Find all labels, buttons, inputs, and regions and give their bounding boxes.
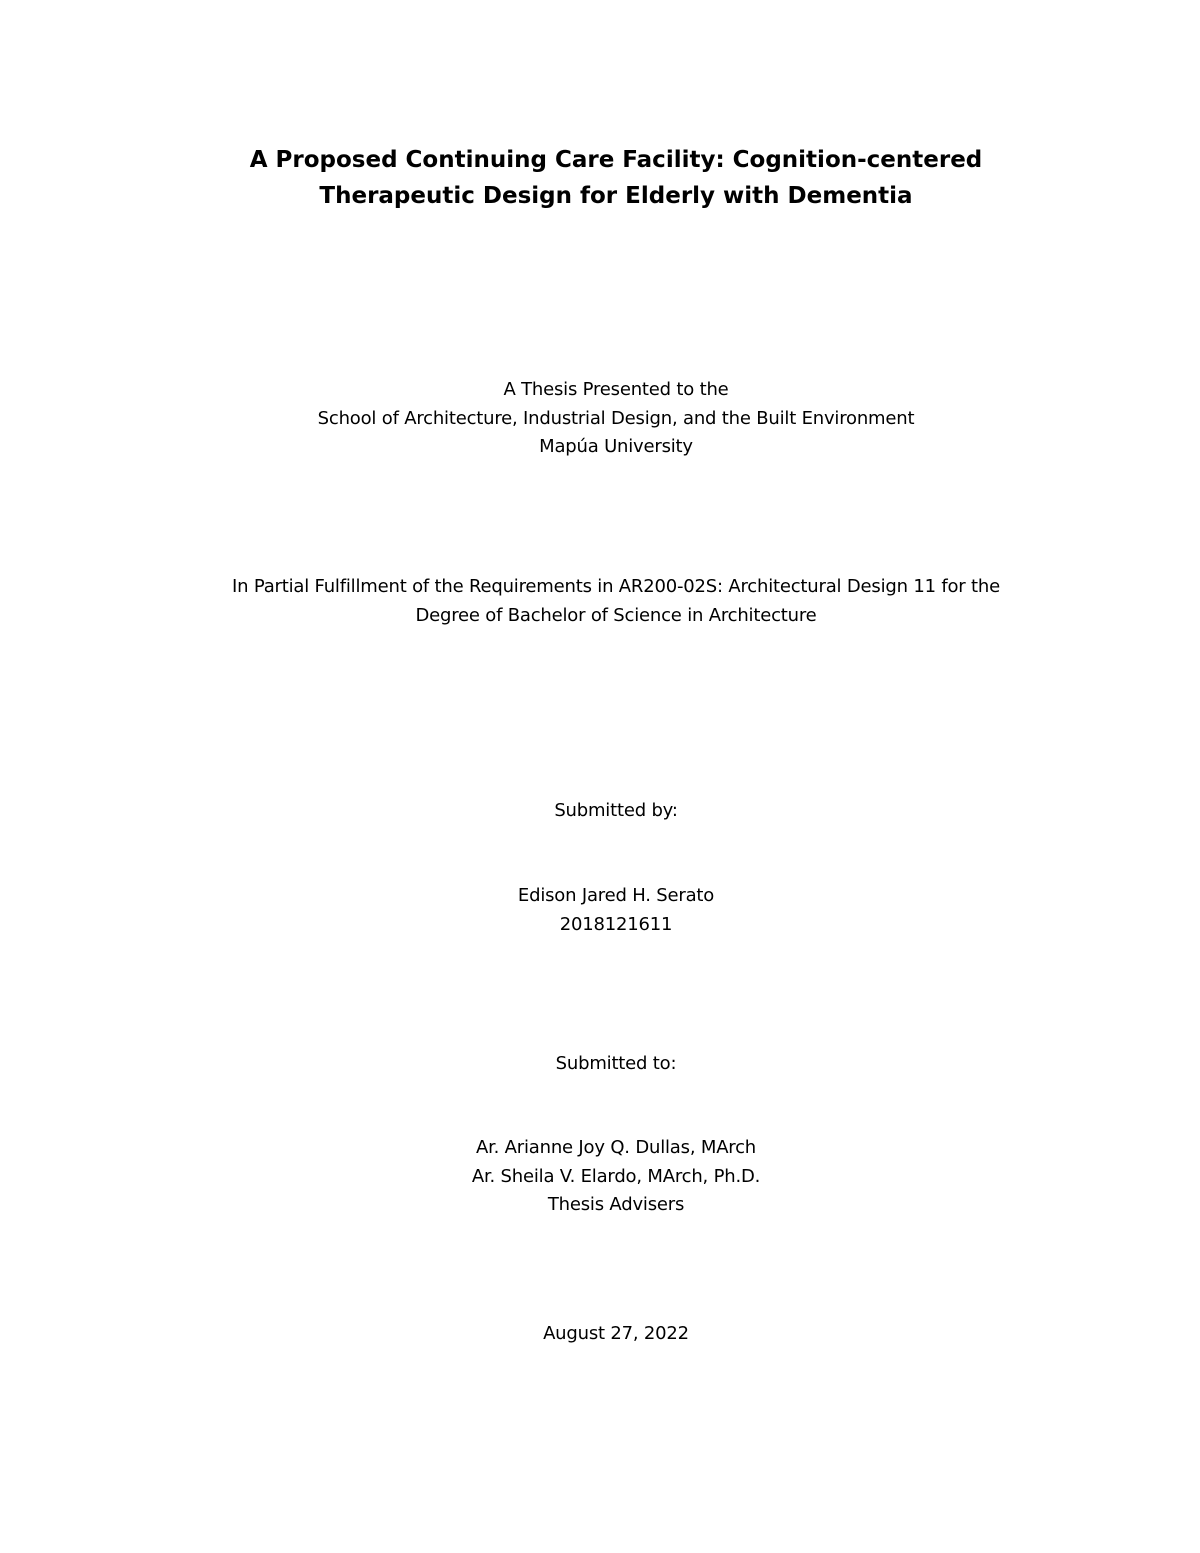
student-number: 2018121611 <box>559 913 673 935</box>
adviser-1: Ar. Arianne Joy Q. Dullas, MArch <box>475 1137 757 1158</box>
submitted-to-text: Submitted to: <box>555 1053 677 1074</box>
advisers-info <box>0 1134 1200 1220</box>
thesis-title <box>0 142 1200 214</box>
author-name: Edison Jared H. Serato <box>517 885 715 906</box>
school-name: School of Architecture, Industrial Design, and the Built Environment <box>317 407 915 429</box>
adviser-2: Ar. Sheila V. Elardo, MArch, Ph.D. <box>471 1165 761 1187</box>
date-text: August 27, 2022 <box>543 1323 689 1344</box>
presentation-statement <box>0 376 1200 462</box>
fulfillment-line-2: Degree of Bachelor of Science in Architecture <box>415 604 817 626</box>
fulfillment-line-1: In Partial Fulfillment of the Requirements in AR200-02S: Architectural Design 11 for the <box>232 576 1000 597</box>
thesis-title-line-1: A Proposed Continuing Care Facility: Cognition-centered <box>249 147 983 173</box>
thesis-title-line-2: Therapeutic Design for Elderly with Dementia <box>319 183 913 209</box>
submitted-by-text: Submitted by: <box>554 800 678 821</box>
submission-date <box>0 1320 1200 1349</box>
presented-to-line: A Thesis Presented to the <box>503 379 729 400</box>
fulfillment-statement <box>0 573 1200 630</box>
submitted-by-label <box>0 797 1200 826</box>
university-name: Mapúa University <box>539 436 693 457</box>
author-info <box>0 882 1200 939</box>
submitted-to-label <box>0 1050 1200 1079</box>
adviser-role: Thesis Advisers <box>547 1194 685 1215</box>
